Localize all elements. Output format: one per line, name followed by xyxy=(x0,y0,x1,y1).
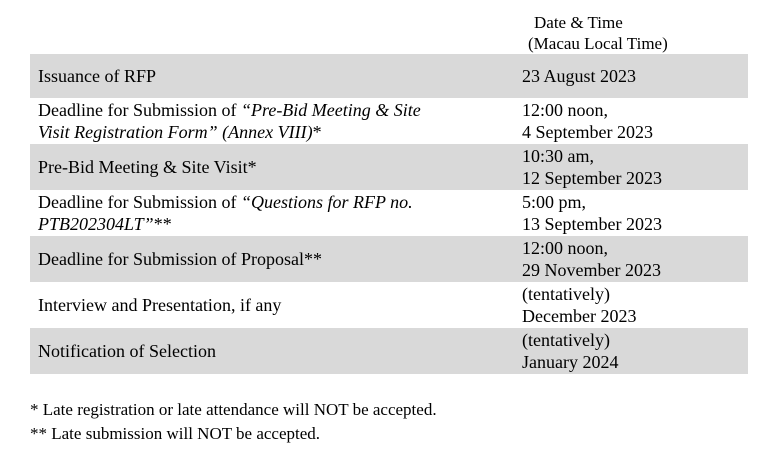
date-time-header xyxy=(528,12,668,54)
event-cell xyxy=(30,282,514,328)
tentative-label: (tentatively) xyxy=(522,284,610,304)
event-italic-text: “Pre-Bid Meeting & Site xyxy=(240,100,421,120)
table-header xyxy=(30,12,748,54)
event-italic-text: “Questions for RFP no. xyxy=(240,192,413,212)
event-text: Pre-Bid Meeting & Site Visit* xyxy=(38,157,257,177)
date-cell xyxy=(514,54,748,98)
event-line xyxy=(38,99,514,121)
date-text: December 2023 xyxy=(522,306,637,326)
event-text: Notification of Selection xyxy=(38,341,216,361)
table-row xyxy=(30,328,748,374)
event-suffix: * xyxy=(312,122,322,142)
date-cell xyxy=(514,190,748,236)
date-text: 12 September 2023 xyxy=(522,168,662,188)
table-row xyxy=(30,144,748,190)
schedule-table xyxy=(30,54,748,374)
event-cell xyxy=(30,98,514,144)
event-text: Deadline for Submission of xyxy=(38,100,241,120)
event-suffix: ** xyxy=(153,214,172,234)
date-time-subtitle: (Macau Local Time) xyxy=(528,34,668,53)
date-time-text: 10:30 am, xyxy=(522,146,594,166)
event-line xyxy=(38,121,514,143)
footnote-late-registration: * Late registration or late attendance will NOT be accepted. xyxy=(30,400,437,419)
date-cell xyxy=(514,98,748,144)
event-text: Interview and Presentation, if any xyxy=(38,295,282,315)
date-text: January 2024 xyxy=(522,352,619,372)
event-line xyxy=(38,213,514,235)
event-cell xyxy=(30,190,514,236)
footnotes xyxy=(30,398,437,446)
date-cell xyxy=(514,144,748,190)
date-text: 29 November 2023 xyxy=(522,260,661,280)
table-row xyxy=(30,190,748,236)
table-row xyxy=(30,236,748,282)
event-cell xyxy=(30,144,514,190)
date-time-title: Date & Time xyxy=(534,13,623,32)
event-text: Deadline for Submission of xyxy=(38,192,241,212)
date-text: 13 September 2023 xyxy=(522,214,662,234)
tentative-label: (tentatively) xyxy=(522,330,610,350)
date-time-text: 5:00 pm, xyxy=(522,192,587,212)
event-cell xyxy=(30,236,514,282)
date-text: 23 August 2023 xyxy=(522,66,637,86)
footnote-late-submission: ** Late submission will NOT be accepted. xyxy=(30,424,321,443)
date-cell xyxy=(514,236,748,282)
date-text: 4 September 2023 xyxy=(522,122,653,142)
event-line xyxy=(38,191,514,213)
event-italic-text: Visit Registration Form” (Annex VIII) xyxy=(38,122,313,142)
event-cell xyxy=(30,328,514,374)
date-cell xyxy=(514,328,748,374)
event-italic-text: PTB202304LT” xyxy=(38,214,154,234)
event-text: Issuance of RFP xyxy=(38,66,156,86)
date-time-text: 12:00 noon, xyxy=(522,100,609,120)
date-time-text: 12:00 noon, xyxy=(522,238,609,258)
date-cell xyxy=(514,282,748,328)
table-row xyxy=(30,282,748,328)
table-row xyxy=(30,54,748,98)
table-row xyxy=(30,98,748,144)
event-cell xyxy=(30,54,514,98)
event-text: Deadline for Submission of Proposal** xyxy=(38,249,322,269)
